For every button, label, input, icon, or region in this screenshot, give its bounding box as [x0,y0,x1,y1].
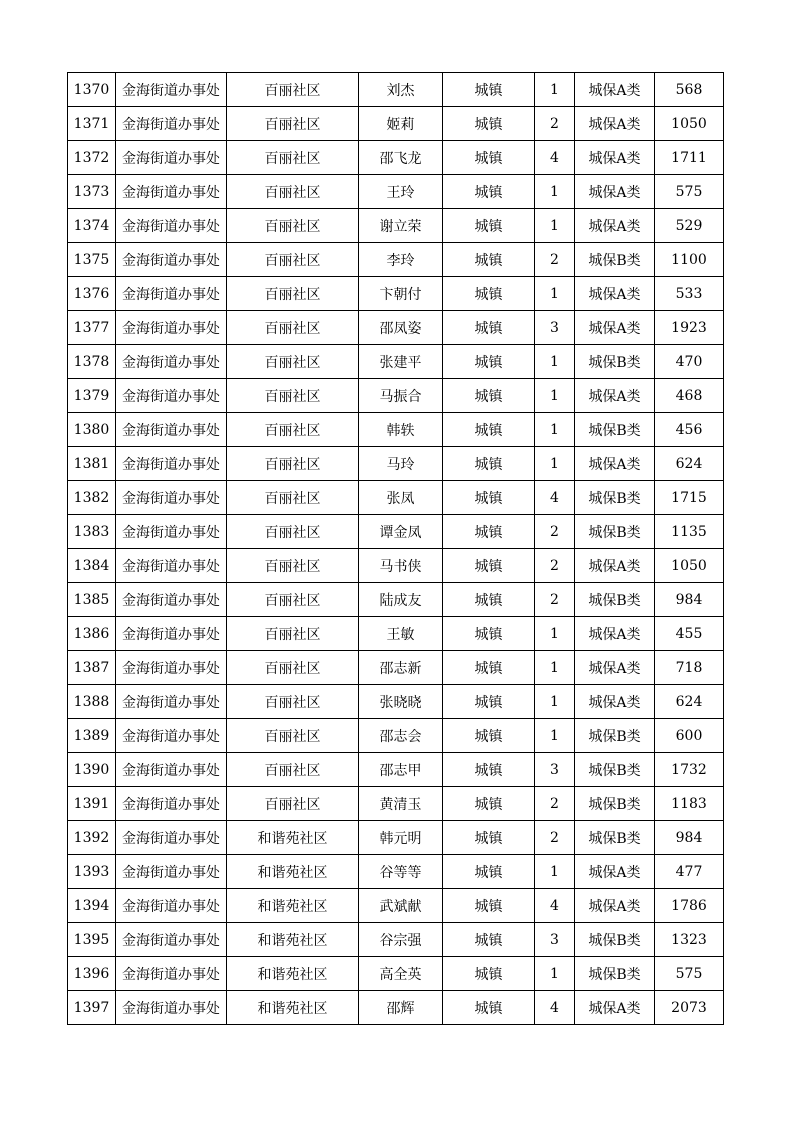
cell-community: 和谐苑社区 [227,821,359,855]
cell-serial-number: 1377 [68,311,116,345]
cell-street-office: 金海街道办事处 [116,515,227,549]
cell-street-office: 金海街道办事处 [116,651,227,685]
cell-person-name: 邵志新 [359,651,443,685]
cell-amount: 2073 [655,991,724,1025]
cell-person-name: 李玲 [359,243,443,277]
cell-street-office: 金海街道办事处 [116,549,227,583]
table-row [68,719,724,753]
cell-amount: 1923 [655,311,724,345]
cell-household-count: 2 [535,821,575,855]
cell-street-office: 金海街道办事处 [116,787,227,821]
table-row [68,787,724,821]
cell-insurance-category: 城保B类 [575,583,655,617]
cell-household-count: 2 [535,583,575,617]
cell-community: 百丽社区 [227,107,359,141]
cell-household-count: 1 [535,617,575,651]
cell-person-name: 邵志会 [359,719,443,753]
cell-serial-number: 1384 [68,549,116,583]
cell-amount: 624 [655,685,724,719]
cell-area-type: 城镇 [443,311,535,345]
cell-street-office: 金海街道办事处 [116,957,227,991]
cell-community: 百丽社区 [227,175,359,209]
cell-street-office: 金海街道办事处 [116,243,227,277]
cell-community: 百丽社区 [227,209,359,243]
cell-area-type: 城镇 [443,413,535,447]
cell-serial-number: 1394 [68,889,116,923]
cell-area-type: 城镇 [443,889,535,923]
cell-street-office: 金海街道办事处 [116,277,227,311]
cell-person-name: 王敏 [359,617,443,651]
cell-community: 百丽社区 [227,277,359,311]
cell-community: 百丽社区 [227,345,359,379]
cell-serial-number: 1373 [68,175,116,209]
cell-amount: 984 [655,821,724,855]
cell-household-count: 2 [535,787,575,821]
cell-street-office: 金海街道办事处 [116,73,227,107]
table-row [68,753,724,787]
table-row [68,277,724,311]
cell-amount: 1183 [655,787,724,821]
cell-area-type: 城镇 [443,651,535,685]
cell-amount: 470 [655,345,724,379]
cell-community: 百丽社区 [227,311,359,345]
cell-community: 百丽社区 [227,549,359,583]
cell-person-name: 马振合 [359,379,443,413]
cell-household-count: 3 [535,923,575,957]
cell-street-office: 金海街道办事处 [116,889,227,923]
cell-person-name: 谢立荣 [359,209,443,243]
cell-amount: 533 [655,277,724,311]
cell-household-count: 2 [535,515,575,549]
cell-amount: 529 [655,209,724,243]
cell-serial-number: 1379 [68,379,116,413]
cell-community: 百丽社区 [227,583,359,617]
table-row [68,311,724,345]
cell-serial-number: 1393 [68,855,116,889]
table-row [68,209,724,243]
cell-household-count: 1 [535,379,575,413]
cell-person-name: 谷等等 [359,855,443,889]
cell-insurance-category: 城保A类 [575,311,655,345]
cell-person-name: 姬莉 [359,107,443,141]
cell-community: 百丽社区 [227,413,359,447]
cell-person-name: 黄清玉 [359,787,443,821]
cell-serial-number: 1383 [68,515,116,549]
cell-street-office: 金海街道办事处 [116,753,227,787]
cell-amount: 984 [655,583,724,617]
cell-serial-number: 1397 [68,991,116,1025]
cell-area-type: 城镇 [443,719,535,753]
table-row [68,923,724,957]
table-row [68,379,724,413]
cell-person-name: 邵志甲 [359,753,443,787]
cell-community: 百丽社区 [227,73,359,107]
cell-street-office: 金海街道办事处 [116,345,227,379]
cell-insurance-category: 城保A类 [575,73,655,107]
cell-community: 百丽社区 [227,651,359,685]
cell-insurance-category: 城保A类 [575,379,655,413]
table-row [68,821,724,855]
cell-area-type: 城镇 [443,277,535,311]
cell-serial-number: 1391 [68,787,116,821]
cell-community: 和谐苑社区 [227,957,359,991]
cell-insurance-category: 城保A类 [575,855,655,889]
cell-insurance-category: 城保B类 [575,923,655,957]
cell-serial-number: 1371 [68,107,116,141]
cell-insurance-category: 城保A类 [575,685,655,719]
cell-amount: 624 [655,447,724,481]
cell-serial-number: 1396 [68,957,116,991]
cell-household-count: 4 [535,141,575,175]
cell-amount: 1050 [655,549,724,583]
table-row [68,651,724,685]
cell-household-count: 2 [535,549,575,583]
cell-household-count: 1 [535,175,575,209]
cell-household-count: 3 [535,311,575,345]
cell-area-type: 城镇 [443,855,535,889]
cell-insurance-category: 城保A类 [575,107,655,141]
cell-street-office: 金海街道办事处 [116,141,227,175]
cell-insurance-category: 城保B类 [575,413,655,447]
cell-insurance-category: 城保A类 [575,175,655,209]
cell-serial-number: 1392 [68,821,116,855]
cell-person-name: 邵飞龙 [359,141,443,175]
cell-community: 百丽社区 [227,447,359,481]
cell-community: 和谐苑社区 [227,991,359,1025]
cell-household-count: 1 [535,413,575,447]
cell-serial-number: 1386 [68,617,116,651]
cell-household-count: 1 [535,957,575,991]
cell-insurance-category: 城保B类 [575,753,655,787]
cell-amount: 718 [655,651,724,685]
cell-area-type: 城镇 [443,345,535,379]
cell-street-office: 金海街道办事处 [116,107,227,141]
cell-insurance-category: 城保B类 [575,821,655,855]
cell-community: 百丽社区 [227,243,359,277]
cell-community: 百丽社区 [227,753,359,787]
cell-insurance-category: 城保A类 [575,617,655,651]
cell-person-name: 陆成友 [359,583,443,617]
cell-amount: 456 [655,413,724,447]
table-row [68,889,724,923]
cell-insurance-category: 城保A类 [575,447,655,481]
cell-person-name: 谭金凤 [359,515,443,549]
cell-area-type: 城镇 [443,991,535,1025]
cell-community: 和谐苑社区 [227,923,359,957]
cell-community: 百丽社区 [227,685,359,719]
cell-amount: 568 [655,73,724,107]
table-row [68,957,724,991]
table-row [68,345,724,379]
cell-amount: 1711 [655,141,724,175]
cell-street-office: 金海街道办事处 [116,685,227,719]
cell-insurance-category: 城保B类 [575,787,655,821]
cell-serial-number: 1390 [68,753,116,787]
roster-body [68,73,724,1025]
cell-insurance-category: 城保A类 [575,651,655,685]
table-row [68,447,724,481]
table-row [68,73,724,107]
cell-street-office: 金海街道办事处 [116,481,227,515]
cell-community: 百丽社区 [227,787,359,821]
cell-area-type: 城镇 [443,685,535,719]
cell-insurance-category: 城保A类 [575,991,655,1025]
cell-household-count: 1 [535,73,575,107]
cell-amount: 1100 [655,243,724,277]
cell-area-type: 城镇 [443,243,535,277]
cell-insurance-category: 城保B类 [575,957,655,991]
cell-community: 和谐苑社区 [227,889,359,923]
cell-community: 百丽社区 [227,379,359,413]
cell-amount: 1135 [655,515,724,549]
cell-amount: 455 [655,617,724,651]
cell-serial-number: 1375 [68,243,116,277]
cell-serial-number: 1381 [68,447,116,481]
cell-household-count: 4 [535,991,575,1025]
cell-community: 和谐苑社区 [227,855,359,889]
cell-insurance-category: 城保B类 [575,515,655,549]
cell-street-office: 金海街道办事处 [116,311,227,345]
cell-amount: 1323 [655,923,724,957]
table-row [68,617,724,651]
cell-household-count: 1 [535,855,575,889]
table-row [68,583,724,617]
table-row [68,243,724,277]
cell-person-name: 邵凤姿 [359,311,443,345]
cell-street-office: 金海街道办事处 [116,209,227,243]
cell-person-name: 武斌献 [359,889,443,923]
cell-household-count: 2 [535,107,575,141]
cell-person-name: 韩元明 [359,821,443,855]
cell-street-office: 金海街道办事处 [116,719,227,753]
cell-amount: 468 [655,379,724,413]
cell-amount: 575 [655,957,724,991]
cell-household-count: 4 [535,481,575,515]
cell-serial-number: 1378 [68,345,116,379]
cell-household-count: 1 [535,277,575,311]
cell-area-type: 城镇 [443,753,535,787]
cell-street-office: 金海街道办事处 [116,991,227,1025]
table-row [68,549,724,583]
table-row [68,481,724,515]
cell-serial-number: 1395 [68,923,116,957]
cell-serial-number: 1376 [68,277,116,311]
cell-area-type: 城镇 [443,583,535,617]
cell-area-type: 城镇 [443,923,535,957]
cell-area-type: 城镇 [443,73,535,107]
cell-household-count: 3 [535,753,575,787]
cell-amount: 600 [655,719,724,753]
cell-household-count: 1 [535,209,575,243]
cell-street-office: 金海街道办事处 [116,855,227,889]
cell-street-office: 金海街道办事处 [116,923,227,957]
cell-household-count: 1 [535,447,575,481]
cell-household-count: 1 [535,651,575,685]
cell-street-office: 金海街道办事处 [116,447,227,481]
cell-serial-number: 1387 [68,651,116,685]
cell-insurance-category: 城保A类 [575,889,655,923]
table-row [68,175,724,209]
cell-area-type: 城镇 [443,379,535,413]
table-row [68,991,724,1025]
cell-street-office: 金海街道办事处 [116,413,227,447]
cell-amount: 1732 [655,753,724,787]
cell-area-type: 城镇 [443,787,535,821]
cell-person-name: 马玲 [359,447,443,481]
cell-person-name: 张建平 [359,345,443,379]
table-row [68,413,724,447]
cell-person-name: 张晓晓 [359,685,443,719]
roster-table [67,72,724,1025]
cell-serial-number: 1370 [68,73,116,107]
cell-area-type: 城镇 [443,209,535,243]
cell-person-name: 张凤 [359,481,443,515]
cell-area-type: 城镇 [443,515,535,549]
cell-area-type: 城镇 [443,107,535,141]
cell-amount: 477 [655,855,724,889]
cell-community: 百丽社区 [227,719,359,753]
cell-community: 百丽社区 [227,481,359,515]
cell-person-name: 韩轶 [359,413,443,447]
cell-amount: 1715 [655,481,724,515]
cell-street-office: 金海街道办事处 [116,617,227,651]
cell-area-type: 城镇 [443,175,535,209]
cell-insurance-category: 城保B类 [575,345,655,379]
cell-serial-number: 1389 [68,719,116,753]
cell-person-name: 刘杰 [359,73,443,107]
cell-person-name: 邵辉 [359,991,443,1025]
cell-street-office: 金海街道办事处 [116,821,227,855]
cell-area-type: 城镇 [443,549,535,583]
table-row [68,515,724,549]
cell-community: 百丽社区 [227,141,359,175]
cell-person-name: 马书侠 [359,549,443,583]
cell-community: 百丽社区 [227,617,359,651]
cell-household-count: 4 [535,889,575,923]
cell-serial-number: 1385 [68,583,116,617]
cell-serial-number: 1374 [68,209,116,243]
cell-street-office: 金海街道办事处 [116,583,227,617]
cell-community: 百丽社区 [227,515,359,549]
cell-area-type: 城镇 [443,447,535,481]
cell-household-count: 1 [535,719,575,753]
cell-person-name: 卞朝付 [359,277,443,311]
cell-insurance-category: 城保A类 [575,549,655,583]
cell-household-count: 2 [535,243,575,277]
cell-area-type: 城镇 [443,957,535,991]
table-row [68,685,724,719]
cell-household-count: 1 [535,345,575,379]
cell-amount: 575 [655,175,724,209]
cell-area-type: 城镇 [443,617,535,651]
cell-insurance-category: 城保B类 [575,719,655,753]
cell-person-name: 王玲 [359,175,443,209]
table-row [68,107,724,141]
cell-serial-number: 1388 [68,685,116,719]
cell-person-name: 谷宗强 [359,923,443,957]
table-row [68,141,724,175]
cell-insurance-category: 城保A类 [575,277,655,311]
cell-amount: 1050 [655,107,724,141]
cell-area-type: 城镇 [443,141,535,175]
cell-area-type: 城镇 [443,821,535,855]
cell-household-count: 1 [535,685,575,719]
cell-insurance-category: 城保B类 [575,481,655,515]
cell-amount: 1786 [655,889,724,923]
cell-person-name: 高全英 [359,957,443,991]
table-row [68,855,724,889]
cell-serial-number: 1380 [68,413,116,447]
cell-area-type: 城镇 [443,481,535,515]
cell-insurance-category: 城保A类 [575,209,655,243]
cell-street-office: 金海街道办事处 [116,379,227,413]
cell-street-office: 金海街道办事处 [116,175,227,209]
cell-serial-number: 1372 [68,141,116,175]
cell-insurance-category: 城保A类 [575,141,655,175]
cell-insurance-category: 城保B类 [575,243,655,277]
cell-serial-number: 1382 [68,481,116,515]
